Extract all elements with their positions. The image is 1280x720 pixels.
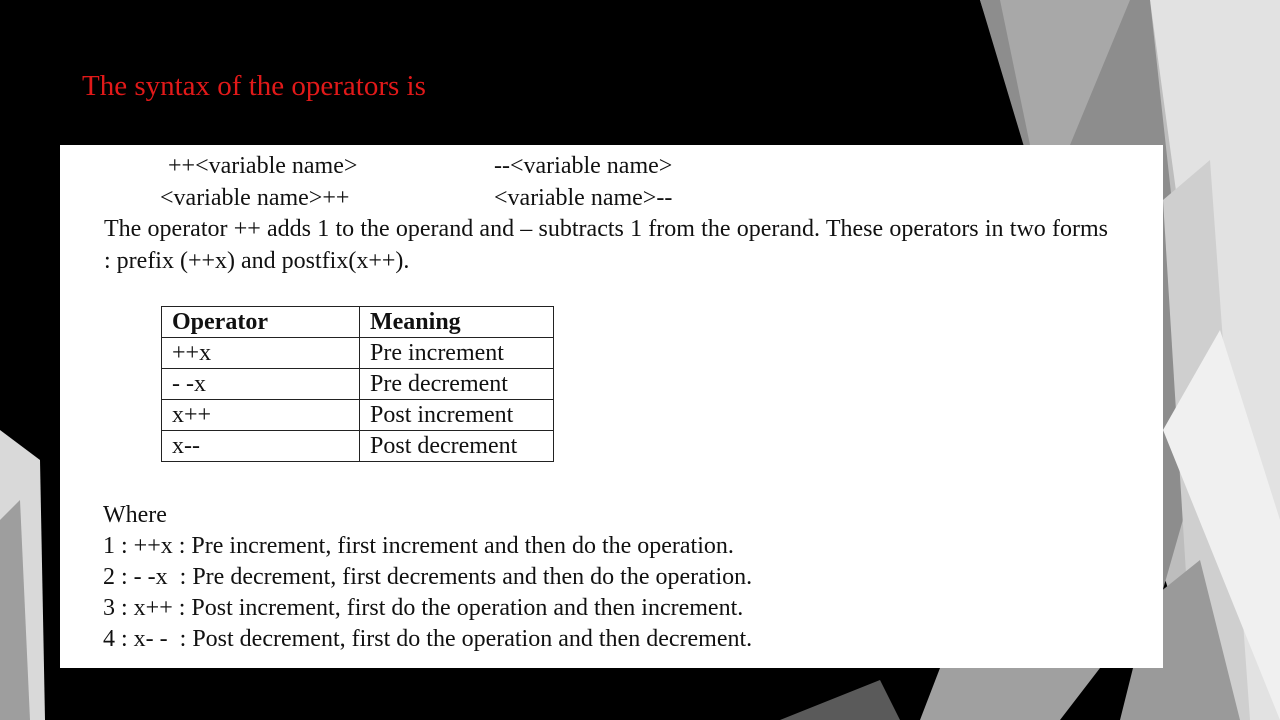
syntax-prefix-increment: ++<variable name> (168, 153, 358, 179)
slide-title: The syntax of the operators is (82, 70, 426, 102)
cell-meaning: Pre increment (360, 338, 554, 369)
cell-meaning: Post decrement (360, 431, 554, 462)
header-meaning: Meaning (360, 307, 554, 338)
deco-shard-9 (780, 680, 900, 720)
cell-operator: x-- (162, 431, 360, 462)
cell-meaning: Pre decrement (360, 369, 554, 400)
operator-table (161, 306, 554, 462)
table-header-row (162, 307, 554, 338)
syntax-postfix-increment: <variable name>++ (160, 185, 350, 211)
syntax-prefix-decrement: --<variable name> (494, 153, 673, 179)
list-item: 1 : ++x : Pre increment, first increment and then do the operation. (103, 533, 734, 559)
table-row (162, 431, 554, 462)
header-operator: Operator (162, 307, 360, 338)
list-item: 4 : x- - : Post decrement, first do the operation and then decrement. (103, 626, 753, 652)
table-row (162, 369, 554, 400)
list-item: 3 : x++ : Post increment, first do the operation and then increment. (103, 595, 744, 621)
cell-operator: ++x (162, 338, 360, 369)
syntax-postfix-decrement: <variable name>-- (494, 185, 673, 211)
cell-meaning: Post increment (360, 400, 554, 431)
table-row (162, 400, 554, 431)
where-list (103, 531, 752, 655)
cell-operator: - -x (162, 369, 360, 400)
where-heading: Where (103, 502, 167, 528)
deco-shard-8 (920, 668, 1100, 720)
table-row (162, 338, 554, 369)
content-panel (60, 145, 1163, 668)
list-item: 2 : - -x : Pre decrement, first decrements and then do the operation. (103, 564, 753, 590)
cell-operator: x++ (162, 400, 360, 431)
operator-description: The operator ++ adds 1 to the operand and – subtracts 1 from the operand. These operators in two forms : prefix (++x) and postfix(x++). (104, 216, 1108, 274)
